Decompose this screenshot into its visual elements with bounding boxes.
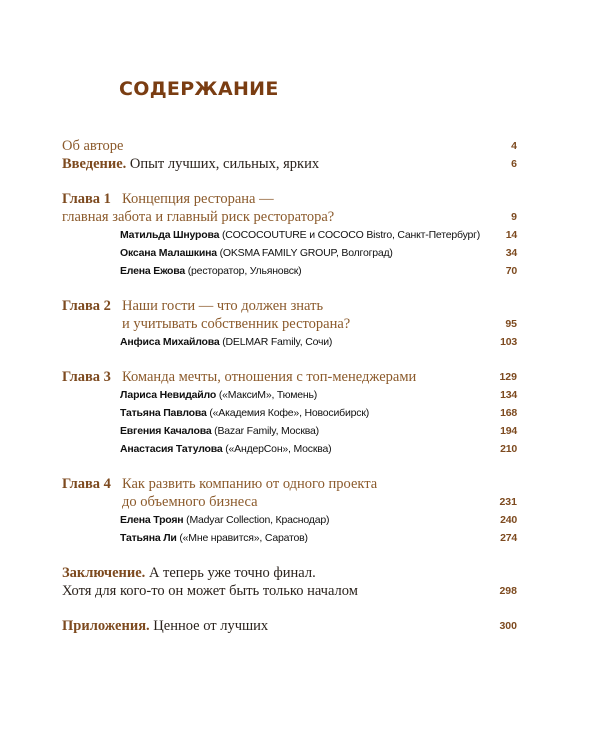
entry-label: Введение. <box>62 156 127 172</box>
author-name: Татьяна Ли <box>120 532 177 544</box>
page-title: СОДЕРЖАНИЕ <box>119 78 279 100</box>
author-name: Елена Ежова <box>120 265 186 277</box>
toc-chapter-entry-continued[interactable] <box>62 493 517 511</box>
author-name: Евгения Качалова <box>120 425 212 437</box>
page-number: 6 <box>511 158 517 170</box>
page-number: 34 <box>505 247 517 259</box>
author-affiliation: (ресторатор, Ульяновск) <box>185 265 302 277</box>
toc-section <box>62 297 517 351</box>
toc-section <box>62 137 517 173</box>
author-affiliation: (DELMAR Family, Сочи) <box>219 336 333 348</box>
page-number: 103 <box>500 336 517 348</box>
author-affiliation: («Академия Кофе», Новосибирск) <box>206 407 370 419</box>
toc-author-entry[interactable] <box>62 386 517 404</box>
page-number: 9 <box>511 211 517 223</box>
toc-chapter-entry[interactable] <box>62 190 517 208</box>
toc-section <box>62 475 517 547</box>
author-affiliation: (Bazar Family, Москва) <box>211 425 319 437</box>
author-affiliation: (OKSMA FAMILY GROUP, Волгоград) <box>216 247 393 259</box>
page-number: 134 <box>500 389 517 401</box>
toc-entry[interactable] <box>62 564 517 582</box>
toc-author-entry[interactable] <box>62 244 517 262</box>
toc-author-entry[interactable] <box>62 511 517 529</box>
page-number: 274 <box>500 532 517 544</box>
toc-entry[interactable] <box>62 582 517 600</box>
chapter-title: до объемного бизнеса <box>122 494 258 510</box>
author-affiliation: («МаксиМ», Тюмень) <box>216 389 318 401</box>
toc-author-entry[interactable] <box>62 529 517 547</box>
page-number: 210 <box>500 443 517 455</box>
page-number: 240 <box>500 514 517 526</box>
chapter-title: Как развить компанию от одного проекта <box>122 476 378 492</box>
toc-entry[interactable] <box>62 155 517 173</box>
author-name: Татьяна Павлова <box>120 407 207 419</box>
page-number: 129 <box>499 371 517 383</box>
author-affiliation: (Madyar Collection, Краснодар) <box>183 514 330 526</box>
page-number: 231 <box>499 496 517 508</box>
author-name: Лариса Невидайло <box>120 389 217 401</box>
author-name: Матильда Шнурова <box>120 229 220 241</box>
page-number: 70 <box>505 265 517 277</box>
entry-text: Ценное от лучших <box>149 618 269 634</box>
toc-entry[interactable] <box>62 137 517 155</box>
entry-text: Хотя для кого-то он может быть только началом <box>62 583 358 599</box>
toc-chapter-entry-continued[interactable] <box>62 315 517 333</box>
toc-author-entry[interactable] <box>62 333 517 351</box>
entry-label: Приложения. <box>62 618 150 634</box>
toc-author-entry[interactable] <box>62 440 517 458</box>
page-number: 298 <box>499 585 517 597</box>
entry-label: Заключение. <box>62 565 146 581</box>
entry-text: А теперь уже точно финал. <box>145 565 316 581</box>
toc-author-entry[interactable] <box>62 404 517 422</box>
chapter-title: Команда мечты, отношения с топ-менеджерами <box>122 369 417 385</box>
author-name: Елена Троян <box>120 514 184 526</box>
chapter-title: Концепция ресторана — <box>122 191 274 207</box>
page-number: 300 <box>499 620 517 632</box>
chapter-title: и учитывать собственник ресторана? <box>122 316 351 332</box>
toc-section <box>62 368 517 458</box>
toc-author-entry[interactable] <box>62 226 517 244</box>
author-name: Оксана Малашкина <box>120 247 217 259</box>
entry-text: Опыт лучших, сильных, ярких <box>126 156 320 172</box>
chapter-title: Наши гости — что должен знать <box>122 298 324 314</box>
chapter-number: Глава 4 <box>62 476 111 492</box>
chapter-number: Глава 3 <box>62 369 111 385</box>
toc-section <box>62 190 517 280</box>
page-number: 4 <box>511 140 517 152</box>
author-affiliation: («АндерСон», Москва) <box>222 443 332 455</box>
author-name: Анфиса Михайлова <box>120 336 220 348</box>
author-affiliation: (COCOCOUTURE и COCOCO Bistro, Санкт-Петербург) <box>219 229 481 241</box>
toc-chapter-entry[interactable] <box>62 475 517 493</box>
toc-author-entry[interactable] <box>62 422 517 440</box>
toc-chapter-entry[interactable] <box>62 297 517 315</box>
table-of-contents <box>62 137 517 652</box>
page-number: 194 <box>500 425 517 437</box>
toc-chapter-entry[interactable] <box>62 368 517 386</box>
chapter-number: Глава 1 <box>62 191 111 207</box>
chapter-title: главная забота и главный риск ресторатора? <box>62 209 335 225</box>
entry-label: Об авторе <box>62 138 124 154</box>
author-affiliation: («Мне нравится», Саратов) <box>176 532 308 544</box>
author-name: Анастасия Татулова <box>120 443 223 455</box>
toc-section <box>62 617 517 635</box>
toc-author-entry[interactable] <box>62 262 517 280</box>
toc-section <box>62 564 517 600</box>
chapter-number: Глава 2 <box>62 298 111 314</box>
page-number: 95 <box>505 318 517 330</box>
toc-chapter-entry-continued[interactable] <box>62 208 517 226</box>
page-number: 168 <box>500 407 517 419</box>
toc-entry[interactable] <box>62 617 517 635</box>
page-number: 14 <box>505 229 517 241</box>
